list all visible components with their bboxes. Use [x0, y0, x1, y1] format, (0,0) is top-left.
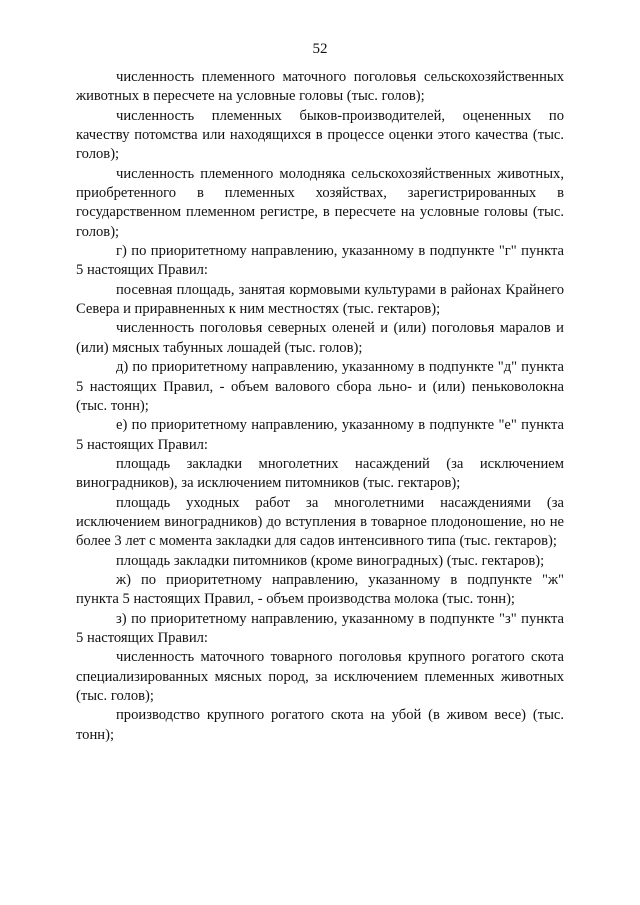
paragraph: численность племенных быков-производителей, оцененных по качеству потомства или находящихся в процессе оценки этого качества (тыс. голов); — [76, 107, 564, 163]
paragraph: ж) по приоритетному направлению, указанному в подпункте "ж" пункта 5 настоящих Правил, - объем производства молока (тыс. тонн); — [76, 571, 564, 608]
paragraph: посевная площадь, занятая кормовыми культурами в районах Крайнего Севера и приравненных к ним местностях (тыс. гектаров); — [76, 281, 564, 318]
paragraph: площадь уходных работ за многолетними насаждениями (за исключением виноградников) до вступления в товарное плодоношение, но не более 3 лет с момента закладки для садов интенсивного типа (тыс. гектаров); — [76, 494, 564, 550]
paragraph: площадь закладки многолетних насаждений (за исключением виноградников), за исключением питомников (тыс. гектаров); — [76, 455, 564, 492]
paragraph: производство крупного рогатого скота на убой (в живом весе) (тыс. тонн); — [76, 707, 564, 743]
paragraph: численность поголовья северных оленей и (или) поголовья маралов и (или) мясных табунных лошадей (тыс. голов); — [76, 320, 564, 356]
page-number: 52 — [312, 41, 328, 57]
paragraph: з) по приоритетному направлению, указанному в подпункте "з" пункта 5 настоящих Правил: — [76, 610, 564, 646]
paragraph: е) по приоритетному направлению, указанному в подпункте "е" пункта 5 настоящих Правил: — [76, 417, 564, 453]
paragraph: площадь закладки питомников (кроме виноградных) (тыс. гектаров); — [116, 552, 545, 569]
paragraph: численность племенного молодняка сельскохозяйственных животных, приобретенного в племенных хозяйствах, зарегистрированных в государственном племенном регистре, в пересчете на условные головы (тыс. голов); — [76, 165, 564, 240]
paragraph: численность маточного товарного поголовья крупного рогатого скота специализированных мясных пород, за исключением племенных животных (тыс. голов); — [76, 649, 564, 704]
paragraph: численность племенного маточного поголовья сельскохозяйственных животных в пересчете на условные головы (тыс. голов); — [76, 69, 564, 105]
paragraph: д) по приоритетному направлению, указанному в подпункте "д" пункта 5 настоящих Правил, - объем валового сбора льно- и (или) пеньковолокна (тыс. тонн); — [76, 359, 564, 414]
paragraph: г) по приоритетному направлению, указанному в подпункте "г" пункта 5 настоящих Правил: — [76, 243, 564, 279]
document-body — [76, 68, 564, 745]
